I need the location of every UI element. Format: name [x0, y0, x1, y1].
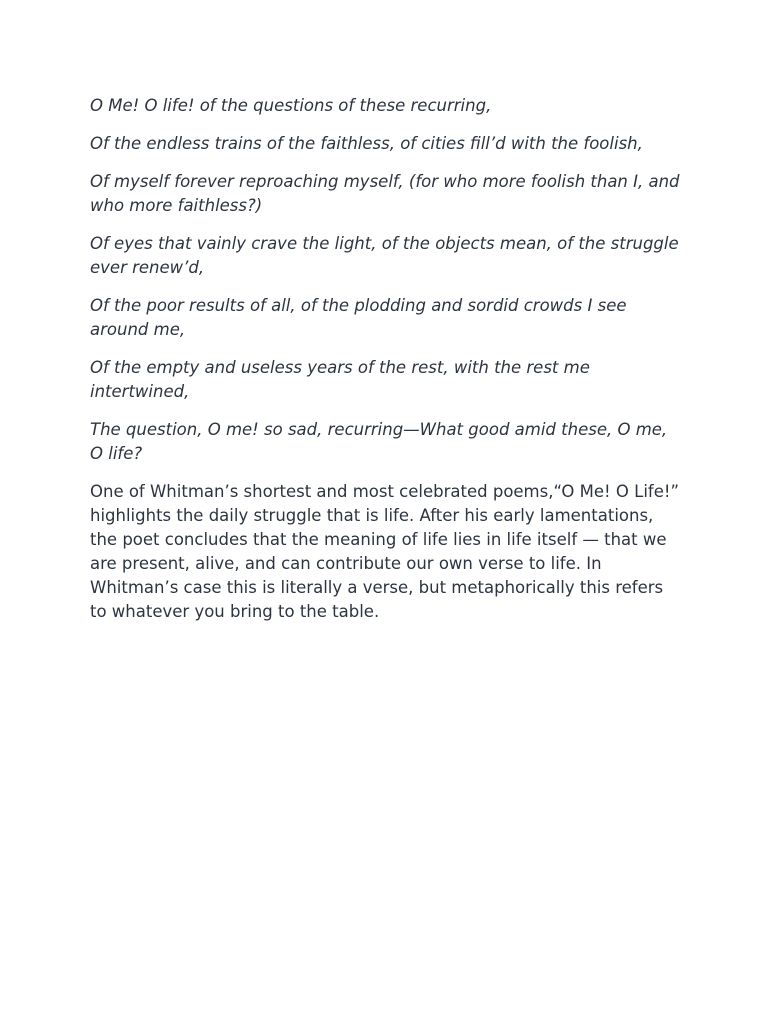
- commentary-paragraph: One of Whitman’s shortest and most celebrated poems,“O Me! O Life!” highlights the daily struggle that is life. After his early lamentations, the poet concludes that the meaning of life lies in life itself — that we are present, alive, and can contribute our own verse to life. In Whitman’s case this is literally a verse, but metaphorically this refers to whatever you bring to the table.: [90, 482, 680, 621]
- poem-line-5: Of the poor results of all, of the plodding and sordid crowds I see around me,: [90, 296, 627, 339]
- poem-line-7: The question, O me! so sad, recurring—What good amid these, O me, O life?: [90, 420, 668, 463]
- document-page: [90, 94, 680, 624]
- poem-line-6: Of the empty and useless years of the rest, with the rest me intertwined,: [90, 358, 590, 401]
- poem-line-4: Of eyes that vainly crave the light, of the objects mean, of the struggle ever renew’d,: [90, 234, 679, 277]
- poem-line-3: Of myself forever reproaching myself, (for who more foolish than I, and who more faithless?): [90, 172, 680, 215]
- poem-line-1: O Me! O life! of the questions of these recurring,: [90, 96, 492, 115]
- poem-line-2: Of the endless trains of the faithless, of cities fill’d with the foolish,: [90, 134, 643, 153]
